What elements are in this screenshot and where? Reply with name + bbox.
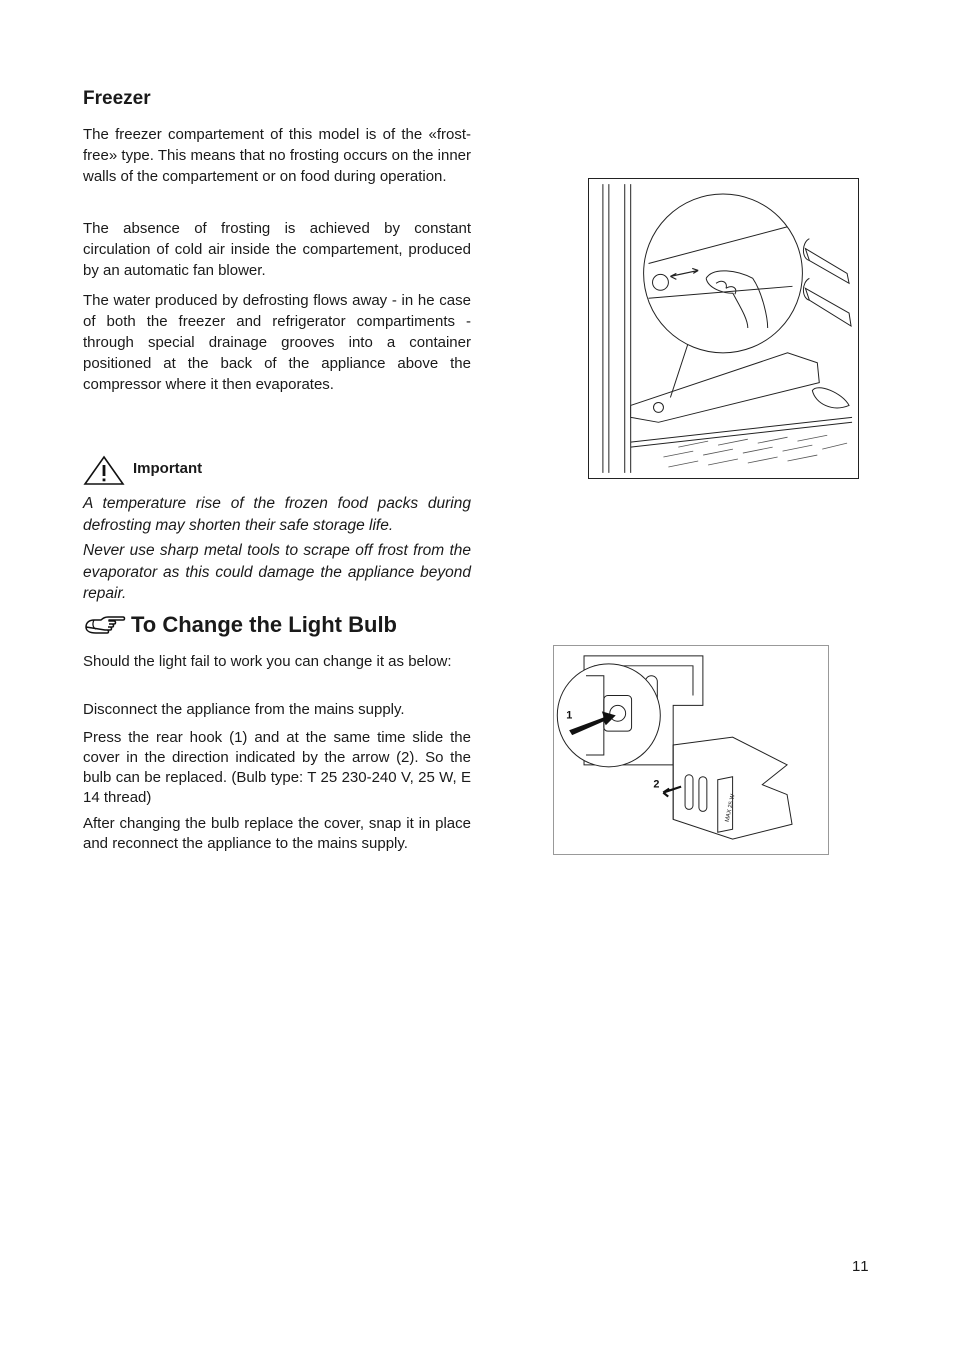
light-bulb-paragraph-2: Disconnect the appliance from the mains supply.	[83, 701, 405, 718]
light-bulb-paragraph-3: Press the rear hook (1) and at the same time slide the cover in the direction indicated by the arrow (2). So the bulb can be replaced. (Bulb type: T 25 230-240 V, 25 W, E 14 thread)	[83, 729, 471, 806]
important-note-2: Never use sharp metal tools to scrape off frost from the evaporator as this could damage the appliance beyond repair.	[83, 542, 471, 602]
warning-triangle-icon	[83, 454, 125, 486]
light-bulb-heading: To Change the Light Bulb	[131, 612, 397, 637]
important-label: Important	[133, 459, 203, 477]
figure-label-2: 2	[653, 778, 660, 791]
light-bulb-illustration	[553, 645, 829, 855]
light-bulb-drawing	[554, 646, 828, 854]
light-bulb-header	[83, 612, 397, 638]
freezer-paragraph-2: The absence of frosting is achieved by constant circulation of cold air inside the compartement, produced by an automatic fan blower.	[83, 220, 471, 279]
light-bulb-paragraph-1: Should the light fail to work you can change it as below:	[83, 653, 452, 670]
important-note-1: A temperature rise of the frozen food packs during defrosting may shorten their safe storage life.	[83, 495, 471, 534]
important-header	[83, 454, 202, 486]
pointing-hand-icon	[83, 612, 127, 638]
freezer-paragraph-1: The freezer compartement of this model is of the «frost-free» type. This means that no frosting occurs on the inner walls of the compartement or on food during operation.	[83, 126, 471, 185]
light-bulb-paragraph-4: After changing the bulb replace the cover, snap it in place and reconnect the appliance to the mains supply.	[83, 815, 471, 852]
defrost-drain-drawing	[589, 179, 858, 478]
defrost-drain-illustration	[588, 178, 859, 479]
figure-label-1: 1	[566, 709, 573, 722]
cover-rating-text: MAX 25 W	[724, 793, 737, 823]
freezer-heading: Freezer	[83, 88, 151, 109]
freezer-paragraph-3: The water produced by defrosting flows away - in he case of both the freezer and refrigerator compartiments - through special drainage grooves into a container positioned at the back of the appliance above the compressor where it then evaporates.	[83, 292, 471, 393]
page-number: 11	[852, 1258, 870, 1275]
